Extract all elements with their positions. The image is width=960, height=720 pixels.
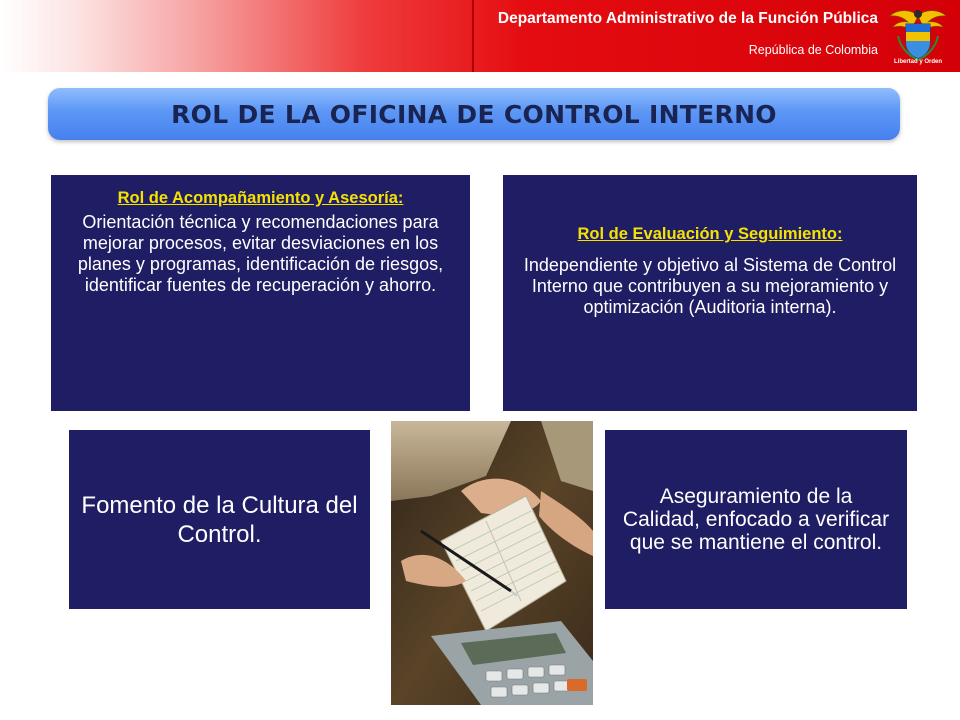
quality-assurance-panel <box>605 430 907 609</box>
title-banner <box>48 88 900 140</box>
seal-motto: Libertad y Orden <box>893 59 942 65</box>
advisory-role-heading: Rol de Acompañamiento y Asesoría: <box>117 189 404 207</box>
slide-title: ROL DE LA OFICINA DE CONTROL INTERNO <box>171 99 777 129</box>
advisory-role-text: Orientación técnica y recomendaciones para mejorar procesos, evitar desviaciones en los planes y programas, identificación de riesgos, identificar fuentes de recuperación y ahorro. <box>77 212 444 295</box>
control-culture-panel <box>69 430 370 609</box>
header-subtitle: República de Colombia <box>748 43 878 57</box>
control-culture-text: Fomento de la Cultura del Control. <box>81 491 358 548</box>
header-title: Departamento Administrativo de la Función Pública <box>497 10 878 27</box>
header-divider <box>472 0 474 72</box>
hands-calculator-ledger-photo <box>391 421 593 705</box>
quality-assurance-text: Aseguramiento de la Calidad, enfocado a verificar que se mantiene el control. <box>622 485 890 554</box>
evaluation-role-text: Independiente y objetivo al Sistema de Control Interno que contribuyen a su mejoramiento y optimización (Auditoria interna). <box>523 255 897 317</box>
evaluation-role-heading: Rol de Evaluación y Seguimiento: <box>577 225 843 243</box>
advisory-role-panel <box>51 175 470 411</box>
evaluation-role-panel <box>503 175 917 411</box>
